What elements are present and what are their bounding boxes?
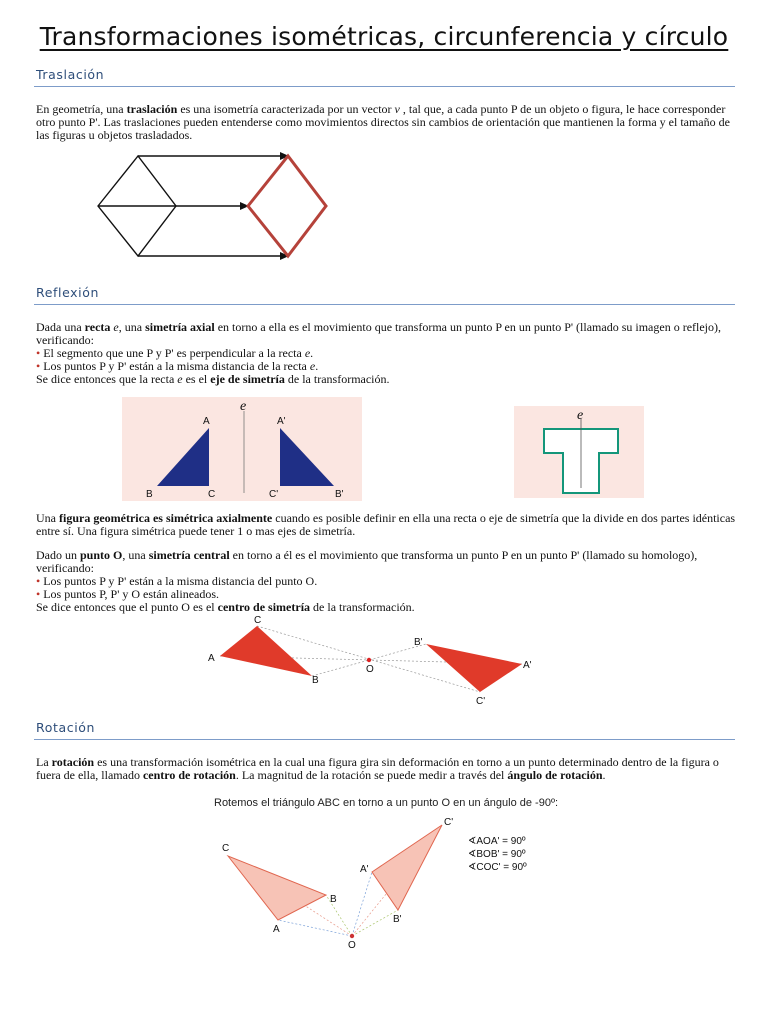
- svg-text:A': A': [523, 660, 532, 671]
- triangle-abc: [228, 856, 326, 920]
- section-heading-reflexion: Reflexión: [36, 285, 99, 300]
- section-heading-rotacion: Rotación: [36, 720, 96, 735]
- triangle-abc: [220, 626, 312, 676]
- svg-text:O: O: [348, 940, 356, 951]
- svg-text:C: C: [254, 615, 262, 626]
- t-shape-symmetry-figure: [514, 406, 644, 498]
- rotation-center-o: [350, 934, 354, 938]
- svg-text:A: A: [203, 416, 210, 427]
- section-rule: [34, 739, 735, 740]
- paragraph-traslacion: En geometría, una traslación es una isometría caracterizada por un vector v , tal que, a cada punto P de un objeto o figura, le hace corresponder otro punto P'. Las traslaciones pueden entenderse como movimientos directos sin cambios de orientación que mantienen la forma y el tamaño de las figuras u objetos trasladados.: [36, 102, 730, 142]
- rotation-figure: [200, 792, 570, 952]
- svg-text:C': C': [476, 696, 486, 707]
- section-heading-traslacion: Traslación: [36, 67, 105, 82]
- svg-text:B': B': [393, 914, 402, 925]
- svg-text:C: C: [222, 843, 230, 854]
- svg-text:B: B: [312, 675, 319, 686]
- svg-text:O: O: [366, 664, 374, 675]
- center-point-o: [367, 658, 371, 662]
- svg-text:e: e: [577, 408, 584, 423]
- translated-rhombus-figure: [242, 150, 342, 262]
- svg-text:B': B': [414, 637, 423, 648]
- svg-text:A': A': [360, 864, 369, 875]
- svg-text:C: C: [208, 489, 216, 500]
- svg-text:B: B: [330, 894, 337, 905]
- angle-label: ∢COC' = 90º: [468, 862, 527, 873]
- paragraph-rotacion: La rotación es una transformación isométrica en la cual una figura gira sin deformación en torno a un punto determinado dentro de la figura o fuera de ella, llamado centro de rotación. La magnitud de la rotación se puede medir a través del ángulo de rotación.: [36, 755, 719, 782]
- section-rule: [34, 86, 735, 87]
- svg-text:C': C': [444, 817, 454, 828]
- angle-label: ∢BOB' = 90º: [468, 849, 526, 860]
- svg-text:A: A: [273, 924, 280, 935]
- svg-text:A: A: [208, 653, 215, 664]
- triangle-abc-central: [426, 644, 522, 692]
- svg-text:B': B': [335, 489, 344, 500]
- paragraph-symmetry-axial: Una figura geométrica es simétrica axialmente cuando es posible definir en ella una recta o eje de simetría que la divide en dos partes idénticas entre sí. Una figura simétrica puede tener 1 o mas ejes de simetría.: [36, 511, 736, 538]
- page-title: Transformaciones isométricas, circunferencia y círculo: [39, 22, 729, 51]
- rotation-caption: Rotemos el triángulo ABC en torno a un punto O en un ángulo de -90º:: [214, 797, 559, 809]
- axial-symmetry-figure: [122, 397, 362, 501]
- translated-rhombus: [248, 156, 326, 256]
- angle-label: ∢AOA' = 90º: [468, 836, 526, 847]
- svg-text:C': C': [269, 489, 279, 500]
- svg-text:A': A': [277, 416, 286, 427]
- section-rule: [34, 304, 735, 305]
- svg-text:B: B: [146, 489, 153, 500]
- paragraph-central-symmetry: Dado un punto O, una simetría central en torno a él es el movimiento que transforma un punto P en un punto P' (llamado su homologo), verificando: • Los puntos P y P' están a la misma distancia del punto O. • Los puntos P, P' y O están alineados. Se dice entonces que el punto O es el centro de simetría de la transformación.: [36, 548, 698, 614]
- central-symmetry-figure: [200, 612, 540, 708]
- paragraph-reflexion: Dada una recta e, una simetría axial en torno a ella es el movimiento que transforma un punto P en un punto P' (llamado su imagen o reflejo), verificando: • El segmento que une P y P' es perpendicular a la recta e. • Los puntos P y P' están a la misma distancia de la recta e. Se dice entonces que la recta e es el eje de simetría de la transformación.: [36, 320, 722, 386]
- triangle-abc-rotated: [372, 825, 442, 910]
- axis-label-e: e: [240, 399, 247, 414]
